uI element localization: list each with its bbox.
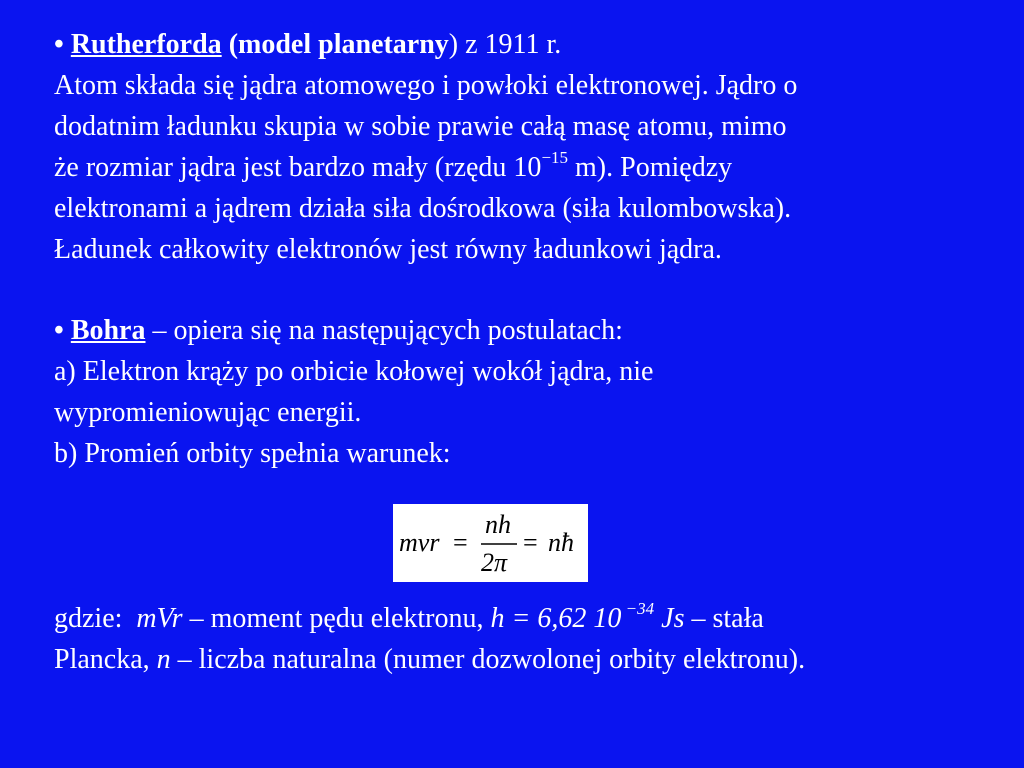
model-label: (model planetarny: [228, 29, 449, 60]
bullet: •: [54, 315, 64, 346]
rutherford-line-1: Atom składa się jądra atomowego i powłoki elektronowej. Jądro o: [54, 70, 798, 101]
formula-svg: [393, 504, 588, 582]
where-label: gdzie:: [54, 603, 137, 634]
bohr-formula-image: [393, 504, 588, 582]
rutherford-name: Rutherforda: [70, 29, 222, 60]
bohr-intro: – opiera się na następujących postulatach:: [145, 315, 623, 346]
h-unit: Js: [654, 603, 685, 634]
rutherford-line-2: dodatnim ładunku skupia w sobie prawie całą masę atomu, mimo: [54, 111, 787, 142]
formula-lhs: mvr: [399, 528, 440, 557]
bohr-heading: [54, 310, 623, 351]
bohr-name: Bohra: [70, 315, 146, 346]
formula-denominator: 2π: [481, 548, 508, 577]
where-line-1: [54, 598, 764, 639]
year-text: z 1911 r.: [458, 29, 562, 60]
formula-rhs: nħ: [548, 528, 574, 557]
h-expression: h = 6,62 10: [490, 603, 622, 634]
mvr-description: – moment pędu elektronu,: [182, 603, 491, 634]
bullet: •: [54, 29, 64, 60]
postulate-a-line-2: wypromieniowując energii.: [54, 397, 362, 428]
rutherford-line-5: Ładunek całkowity elektronów jest równy ładunkowi jądra.: [54, 234, 722, 265]
n-description: – liczba naturalna (numer dozwolonej orbity elektronu).: [170, 644, 806, 675]
rutherford-line-3a: że rozmiar jądra jest bardzo mały (rzędu 10: [54, 152, 542, 183]
formula-eq-2: =: [523, 528, 538, 557]
exponent-34: −34: [621, 598, 655, 618]
paren-close: ): [448, 29, 459, 60]
rutherford-line-3b: m). Pomiędzy: [568, 152, 733, 183]
rutherford-line-3: [54, 147, 732, 188]
where-line-2: [54, 639, 805, 680]
rutherford-line-4: elektronami a jądrem działa siła dośrodkowa (siła kulombowska).: [54, 193, 792, 224]
formula-numerator: nh: [485, 510, 511, 539]
rutherford-heading: [54, 24, 561, 65]
postulate-b-line-1: b) Promień orbity spełnia warunek:: [54, 438, 451, 469]
n-symbol: n: [156, 644, 171, 675]
postulate-a-line-1: a) Elektron krąży po orbicie kołowej wokół jądra, nie: [54, 356, 654, 387]
mvr-symbol: mVr: [136, 603, 183, 634]
h-description: – stała: [684, 603, 764, 634]
formula-eq-1: =: [453, 528, 468, 557]
exponent-15: −15: [541, 147, 569, 167]
planck-label: Plancka,: [54, 644, 157, 675]
